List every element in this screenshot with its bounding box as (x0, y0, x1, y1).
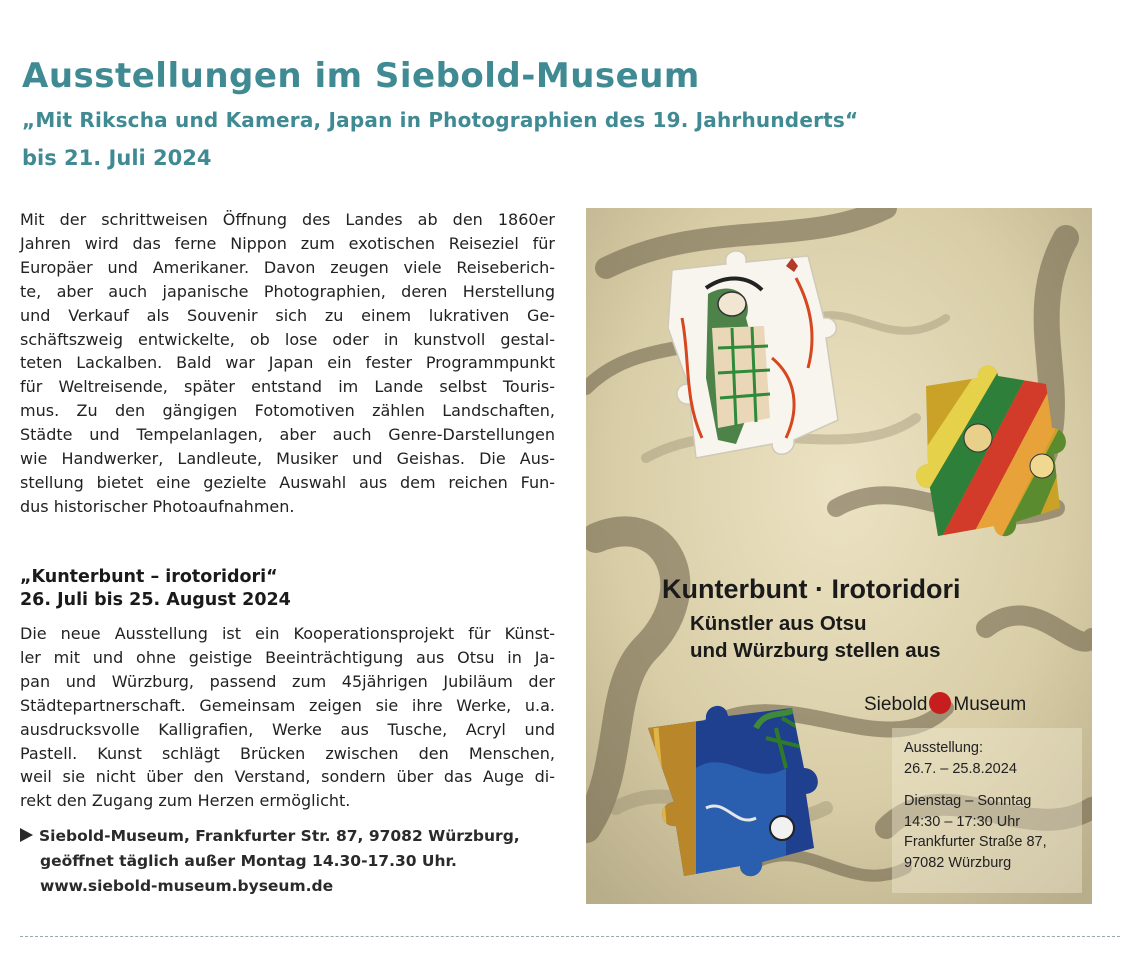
text-line: für Weltreisende, später entstand im Lande selbst Touris- (20, 377, 555, 397)
page-title: Ausstellungen im Siebold-Museum (22, 56, 700, 96)
exhibition2-heading (20, 566, 291, 612)
text-line: pan und Würzburg, passend zum 45jährigen Jubiläum der (20, 671, 555, 691)
text-line: Mit der schrittweisen Öffnung des Landes ab den 1860er (20, 210, 555, 229)
text-line: Pastell. Kunst schlägt Brücken zwischen den Menschen, (20, 743, 555, 763)
exhibition1-title: „Mit Rikscha und Kamera, Japan in Photographien des 19. Jahrhunderts“ (22, 108, 859, 132)
poster-exhibit-dates: 26.7. – 25.8.2024 (904, 760, 1017, 777)
museum-info (20, 824, 520, 899)
poster-city: 97082 Würzburg (904, 854, 1012, 871)
poster-subtitle (690, 610, 1020, 664)
red-dot-icon (929, 692, 951, 714)
poster-street: Frankfurter Straße 87, (904, 834, 1047, 850)
text-line: stellung bietet eine gezielte Auswahl aus dem reichen Fun- (20, 472, 555, 492)
poster-days: Dienstag – Sonntag (904, 793, 1032, 809)
dashed-divider (20, 936, 1120, 937)
text-line: schäftszweig entwickelte, ob lose oder in kunstvoll gestal- (20, 329, 555, 349)
poster-title: Kunterbunt · Irotoridori (662, 574, 961, 604)
exhibition2-dates: 26. Juli bis 25. August 2024 (20, 590, 291, 610)
exhibition2-description (20, 622, 555, 813)
text-line: Jahren wird das ferne Nippon zum exotischen Reiseziel für (20, 233, 555, 253)
poster-info (904, 738, 1047, 873)
text-line: rekt den Zugang zum Herzen ermöglicht. (20, 791, 351, 811)
logo-text-left: Siebold (864, 694, 928, 715)
text-line: weil sie nicht über den Verstand, sondern über das Auge di- (20, 767, 555, 787)
exhibition2-title: „Kunterbunt – irotoridori“ (20, 567, 278, 587)
text-line: te, aber auch japanische Photographien, deren Herstellung (20, 281, 555, 301)
text-line: teten Lackalben. Bald war Japan ein fester Programmpunkt (20, 353, 555, 373)
text-line: ler mit und ohne geistige Beeinträchtigung aus Otsu in Ja- (20, 647, 555, 667)
text-line: ausdrucksvolle Kalligrafien, Werke aus Tusche, Acryl und (20, 719, 555, 739)
text-line: dus historischer Photoaufnahmen. (20, 496, 295, 516)
puzzle-piece-figure (668, 251, 838, 458)
poster-time: 14:30 – 17:30 Uhr (904, 813, 1021, 830)
opening-hours: geöffnet täglich außer Montag 14.30-17.30 Uhr. (40, 852, 457, 870)
text-line: und Verkauf als Souvenir sich zu einem lukrativen Ge- (20, 305, 555, 325)
text-line: Städtepartnerschaft. Gemeinsam zeigen sie ihre Werke, u.a. (20, 695, 555, 715)
poster-info-gap (904, 779, 1047, 791)
exhibition1-dates: bis 21. Juli 2024 (22, 146, 212, 170)
text-line: Die neue Ausstellung ist ein Kooperationsprojekt für Künst- (20, 624, 555, 643)
exhibition1-description (20, 208, 555, 519)
text-line: wie Handwerker, Landleute, Musiker und Geishas. Die Aus- (20, 449, 555, 469)
poster-exhibit-label: Ausstellung: (904, 740, 983, 756)
exhibition-poster (586, 208, 1092, 904)
logo-text-right: Museum (953, 694, 1027, 715)
address-line (20, 824, 520, 849)
poster-subtitle-line1: Künstler aus Otsu (690, 612, 867, 635)
text-line: Europäer und Amerikaner. Davon zeugen viele Reiseberich- (20, 257, 555, 277)
text-line: Städte und Tempelanlagen, aber auch Genre-Darstellungen (20, 425, 555, 445)
text-line: mus. Zu den gängigen Fotomotiven zählen Landschaften, (20, 401, 555, 421)
poster-subtitle-line2: und Würzburg stellen aus (690, 639, 941, 662)
triangle-bullet-icon (20, 828, 33, 842)
address-text: Siebold-Museum, Frankfurter Str. 87, 97082 Würzburg, (39, 827, 520, 845)
museum-logo (864, 692, 1026, 716)
website-link[interactable]: www.siebold-museum.byseum.de (40, 877, 334, 895)
